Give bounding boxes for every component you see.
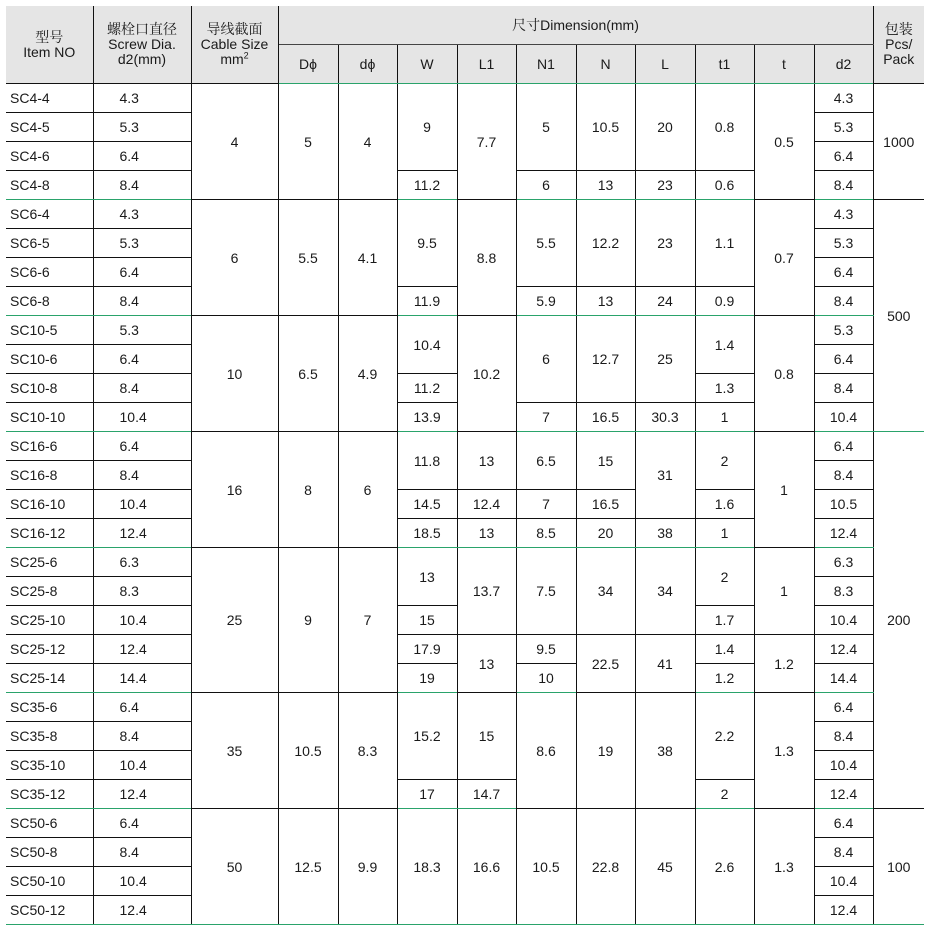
dim-W: 9.5 (397, 200, 457, 287)
dim-L: 23 (635, 200, 695, 287)
dim-d2: 8.4 (814, 171, 873, 200)
item-no: SC10-6 (6, 345, 93, 374)
header-dimension: 尺寸Dimension(mm) (278, 6, 873, 45)
header-t1: t1 (695, 45, 754, 84)
pack-qty: 500 (873, 200, 924, 432)
dim-D: 9 (278, 548, 338, 693)
table-row (6, 432, 924, 461)
dim-t1: 1.2 (695, 664, 754, 693)
dim-W: 11.9 (397, 287, 457, 316)
dim-L: 30.3 (635, 403, 695, 432)
dim-W: 11.2 (397, 374, 457, 403)
dim-L: 34 (635, 548, 695, 635)
table-row (6, 809, 924, 838)
dim-t1: 1 (695, 403, 754, 432)
screw-dia: 8.4 (93, 287, 191, 316)
dim-d2: 8.4 (814, 838, 873, 867)
dim-L: 31 (635, 432, 695, 519)
dim-d2: 10.5 (814, 490, 873, 519)
dim-d2: 12.4 (814, 635, 873, 664)
item-no: SC35-8 (6, 722, 93, 751)
dim-d2: 12.4 (814, 896, 873, 925)
dim-N: 19 (576, 693, 635, 809)
item-no: SC35-12 (6, 780, 93, 809)
dim-L: 25 (635, 316, 695, 403)
dim-N: 12.2 (576, 200, 635, 287)
header-cable-unit: $mm^2$ (220, 50, 249, 67)
dim-t1: 1.4 (695, 316, 754, 374)
header-screw-dia (93, 6, 191, 84)
dim-t: 0.8 (754, 316, 814, 432)
dim-L1: 7.7 (457, 84, 516, 200)
screw-dia: 6.4 (93, 432, 191, 461)
dim-L1: 12.4 (457, 490, 516, 519)
dim-d2: 6.4 (814, 345, 873, 374)
pack-qty: 200 (873, 432, 924, 809)
dim-N1: 5 (516, 84, 576, 171)
item-no: SC10-5 (6, 316, 93, 345)
dim-d: 9.9 (338, 809, 397, 925)
item-no: SC4-4 (6, 84, 93, 113)
item-no: SC10-8 (6, 374, 93, 403)
screw-dia: 8.4 (93, 374, 191, 403)
header-pack (873, 6, 924, 84)
screw-dia: 10.4 (93, 490, 191, 519)
screw-dia: 5.3 (93, 113, 191, 142)
screw-dia: 8.4 (93, 838, 191, 867)
dim-W: 13.9 (397, 403, 457, 432)
dim-t: 1 (754, 548, 814, 635)
table-row (6, 200, 924, 229)
dim-N1: 7 (516, 403, 576, 432)
dim-t: 1.2 (754, 635, 814, 693)
dim-N1: 8.5 (516, 519, 576, 548)
item-no: SC35-10 (6, 751, 93, 780)
item-no: SC16-8 (6, 461, 93, 490)
screw-dia: 12.4 (93, 635, 191, 664)
header-N1: N1 (516, 45, 576, 84)
dim-D: 10.5 (278, 693, 338, 809)
dim-d2: 4.3 (814, 84, 873, 113)
item-no: SC50-8 (6, 838, 93, 867)
dim-L: 20 (635, 84, 695, 171)
dim-d: 6 (338, 432, 397, 548)
dim-N1: 9.5 (516, 635, 576, 664)
screw-dia: 8.4 (93, 722, 191, 751)
dim-N: 16.5 (576, 490, 635, 519)
item-no: SC16-6 (6, 432, 93, 461)
dim-d2: 10.4 (814, 867, 873, 896)
header-screw-en: Screw Dia. (108, 36, 176, 52)
dim-N1: 5.9 (516, 287, 576, 316)
screw-dia: 6.4 (93, 142, 191, 171)
dim-W: 15.2 (397, 693, 457, 780)
dim-t1: 2 (695, 548, 754, 606)
header-t: t (754, 45, 814, 84)
header-L: L (635, 45, 695, 84)
item-no: SC10-10 (6, 403, 93, 432)
dim-N1: 8.6 (516, 693, 576, 809)
dim-d2: 12.4 (814, 780, 873, 809)
dim-t1: 1.4 (695, 635, 754, 664)
dim-D: 6.5 (278, 316, 338, 432)
item-no: SC4-6 (6, 142, 93, 171)
dim-N1: 6.5 (516, 432, 576, 490)
dim-d: 8.3 (338, 693, 397, 809)
item-no: SC50-6 (6, 809, 93, 838)
dim-W: 11.2 (397, 171, 457, 200)
header-screw-unit: d2(mm) (117, 51, 167, 67)
dim-N: 10.5 (576, 84, 635, 171)
dim-L: 38 (635, 693, 695, 809)
dim-d2: 10.4 (814, 403, 873, 432)
dim-W: 18.3 (397, 809, 457, 925)
header-N: N (576, 45, 635, 84)
dim-t: 1.3 (754, 809, 814, 925)
dim-t: 1.3 (754, 693, 814, 809)
dim-L1: 13 (457, 519, 516, 548)
dim-L: 24 (635, 287, 695, 316)
dim-N1: 7 (516, 490, 576, 519)
header-pack-cn: 包装 (884, 21, 913, 37)
header-item-no (6, 6, 93, 84)
header-D: Dϕ (278, 45, 338, 84)
dim-d2: 14.4 (814, 664, 873, 693)
item-no: SC4-5 (6, 113, 93, 142)
screw-dia: 8.4 (93, 171, 191, 200)
dim-N: 15 (576, 432, 635, 490)
dim-L1: 13 (457, 432, 516, 490)
screw-dia: 10.4 (93, 606, 191, 635)
dim-t1: 1.1 (695, 200, 754, 287)
dim-d2: 6.3 (814, 548, 873, 577)
dim-W: 14.5 (397, 490, 457, 519)
dim-t: 0.7 (754, 200, 814, 316)
dim-t1: 1 (695, 519, 754, 548)
cable-size: 16 (191, 432, 278, 548)
header-L1: L1 (457, 45, 516, 84)
item-no: SC25-12 (6, 635, 93, 664)
dim-d2: 10.4 (814, 751, 873, 780)
dim-L1: 14.7 (457, 780, 516, 809)
dim-d2: 8.3 (814, 577, 873, 606)
header-W: W (397, 45, 457, 84)
screw-dia: 4.3 (93, 200, 191, 229)
dim-d2: 6.4 (814, 693, 873, 722)
cable-size: 25 (191, 548, 278, 693)
pack-qty: 1000 (873, 84, 924, 200)
dim-d2: 6.4 (814, 809, 873, 838)
screw-dia: 6.3 (93, 548, 191, 577)
dim-N: 13 (576, 287, 635, 316)
item-no: SC25-6 (6, 548, 93, 577)
dim-d2: 6.4 (814, 142, 873, 171)
table-row (6, 548, 924, 577)
item-no: SC35-6 (6, 693, 93, 722)
dim-N1: 5.5 (516, 200, 576, 287)
dim-N1: 6 (516, 316, 576, 403)
dim-W: 19 (397, 664, 457, 693)
dim-W: 11.8 (397, 432, 457, 490)
dim-d2: 8.4 (814, 461, 873, 490)
dim-N1: 10.5 (516, 809, 576, 925)
screw-dia: 5.3 (93, 316, 191, 345)
dim-t1: 0.6 (695, 171, 754, 200)
dim-d2: 8.4 (814, 374, 873, 403)
spec-table (6, 6, 924, 925)
dim-d2: 5.3 (814, 229, 873, 258)
dim-L1: 16.6 (457, 809, 516, 925)
cable-size: 4 (191, 84, 278, 200)
dim-D: 12.5 (278, 809, 338, 925)
header-d2: d2 (814, 45, 873, 84)
cable-size: 10 (191, 316, 278, 432)
dim-L: 41 (635, 635, 695, 693)
dim-t: 1 (754, 432, 814, 548)
item-no: SC16-10 (6, 490, 93, 519)
item-no: SC6-5 (6, 229, 93, 258)
screw-dia: 14.4 (93, 664, 191, 693)
dim-L1: 15 (457, 693, 516, 780)
table-row (6, 316, 924, 345)
dim-D: 5.5 (278, 200, 338, 316)
pack-qty: 100 (873, 809, 924, 925)
dim-t1: 1.7 (695, 606, 754, 635)
item-no: SC6-4 (6, 200, 93, 229)
dim-t1: 2 (695, 432, 754, 490)
dim-N: 20 (576, 519, 635, 548)
dim-N: 22.5 (576, 635, 635, 693)
dim-d2: 6.4 (814, 432, 873, 461)
item-no: SC50-12 (6, 896, 93, 925)
dim-d2: 10.4 (814, 606, 873, 635)
screw-dia: 6.4 (93, 345, 191, 374)
item-no: SC16-12 (6, 519, 93, 548)
dim-d2: 8.4 (814, 722, 873, 751)
dim-L1: 13 (457, 635, 516, 693)
dim-N: 12.7 (576, 316, 635, 403)
table-row (6, 84, 924, 113)
dim-d2: 5.3 (814, 113, 873, 142)
item-no: SC50-10 (6, 867, 93, 896)
dim-t1: 0.8 (695, 84, 754, 171)
screw-dia: 4.3 (93, 84, 191, 113)
dim-t1: 0.9 (695, 287, 754, 316)
dim-N: 22.8 (576, 809, 635, 925)
header-screw-cn: 螺栓口直径 (107, 21, 177, 37)
dim-W: 13 (397, 548, 457, 606)
item-no: SC25-8 (6, 577, 93, 606)
dim-L: 38 (635, 519, 695, 548)
cable-size: 35 (191, 693, 278, 809)
dim-W: 10.4 (397, 316, 457, 374)
dim-t1: 2 (695, 780, 754, 809)
header-pack-en2: Pack (883, 51, 915, 67)
dim-D: 5 (278, 84, 338, 200)
dim-d2: 5.3 (814, 316, 873, 345)
dim-d2: 8.4 (814, 287, 873, 316)
header-cable-cn: 导线截面 (206, 21, 263, 37)
dim-N1: 6 (516, 171, 576, 200)
dim-d: 4 (338, 84, 397, 200)
dim-L: 45 (635, 809, 695, 925)
cable-size: 6 (191, 200, 278, 316)
screw-dia: 12.4 (93, 780, 191, 809)
header-cable-en: Cable Size (200, 36, 269, 52)
dim-d: 4.9 (338, 316, 397, 432)
header-item-en: Item NO (23, 43, 76, 60)
dim-N1: 10 (516, 664, 576, 693)
dim-L1: 13.7 (457, 548, 516, 635)
dim-W: 18.5 (397, 519, 457, 548)
dim-d: 7 (338, 548, 397, 693)
item-no: SC6-6 (6, 258, 93, 287)
screw-dia: 10.4 (93, 867, 191, 896)
screw-dia: 6.4 (93, 693, 191, 722)
table-row (6, 635, 924, 664)
dim-L: 23 (635, 171, 695, 200)
dim-d: 4.1 (338, 200, 397, 316)
screw-dia: 6.4 (93, 258, 191, 287)
screw-dia: 12.4 (93, 896, 191, 925)
screw-dia: 6.4 (93, 809, 191, 838)
dim-D: 8 (278, 432, 338, 548)
dim-N1: 7.5 (516, 548, 576, 635)
dim-N: 34 (576, 548, 635, 635)
cable-size: 50 (191, 809, 278, 925)
screw-dia: 10.4 (93, 403, 191, 432)
screw-dia: 10.4 (93, 751, 191, 780)
dim-L1: 8.8 (457, 200, 516, 316)
dim-t1: 2.2 (695, 693, 754, 780)
screw-dia: 8.3 (93, 577, 191, 606)
table-row (6, 693, 924, 722)
item-no: SC4-8 (6, 171, 93, 200)
header-d: dϕ (338, 45, 397, 84)
header-item-cn: 型号 (35, 28, 64, 45)
dim-L1: 10.2 (457, 316, 516, 432)
dim-W: 17.9 (397, 635, 457, 664)
dim-W: 17 (397, 780, 457, 809)
screw-dia: 5.3 (93, 229, 191, 258)
screw-dia: 12.4 (93, 519, 191, 548)
screw-dia: 8.4 (93, 461, 191, 490)
item-no: SC25-10 (6, 606, 93, 635)
header-pack-en1: Pcs/ (885, 36, 913, 52)
dim-t1: 1.3 (695, 374, 754, 403)
dim-d2: 4.3 (814, 200, 873, 229)
dim-N: 16.5 (576, 403, 635, 432)
dim-t1: 1.6 (695, 490, 754, 519)
dim-t1: 2.6 (695, 809, 754, 925)
dim-d2: 6.4 (814, 258, 873, 287)
dim-d2: 12.4 (814, 519, 873, 548)
dim-t: 0.5 (754, 84, 814, 200)
dim-W: 15 (397, 606, 457, 635)
dim-N: 13 (576, 171, 635, 200)
header-cable-size (191, 6, 278, 84)
item-no: SC6-8 (6, 287, 93, 316)
item-no: SC25-14 (6, 664, 93, 693)
dim-W: 9 (397, 84, 457, 171)
